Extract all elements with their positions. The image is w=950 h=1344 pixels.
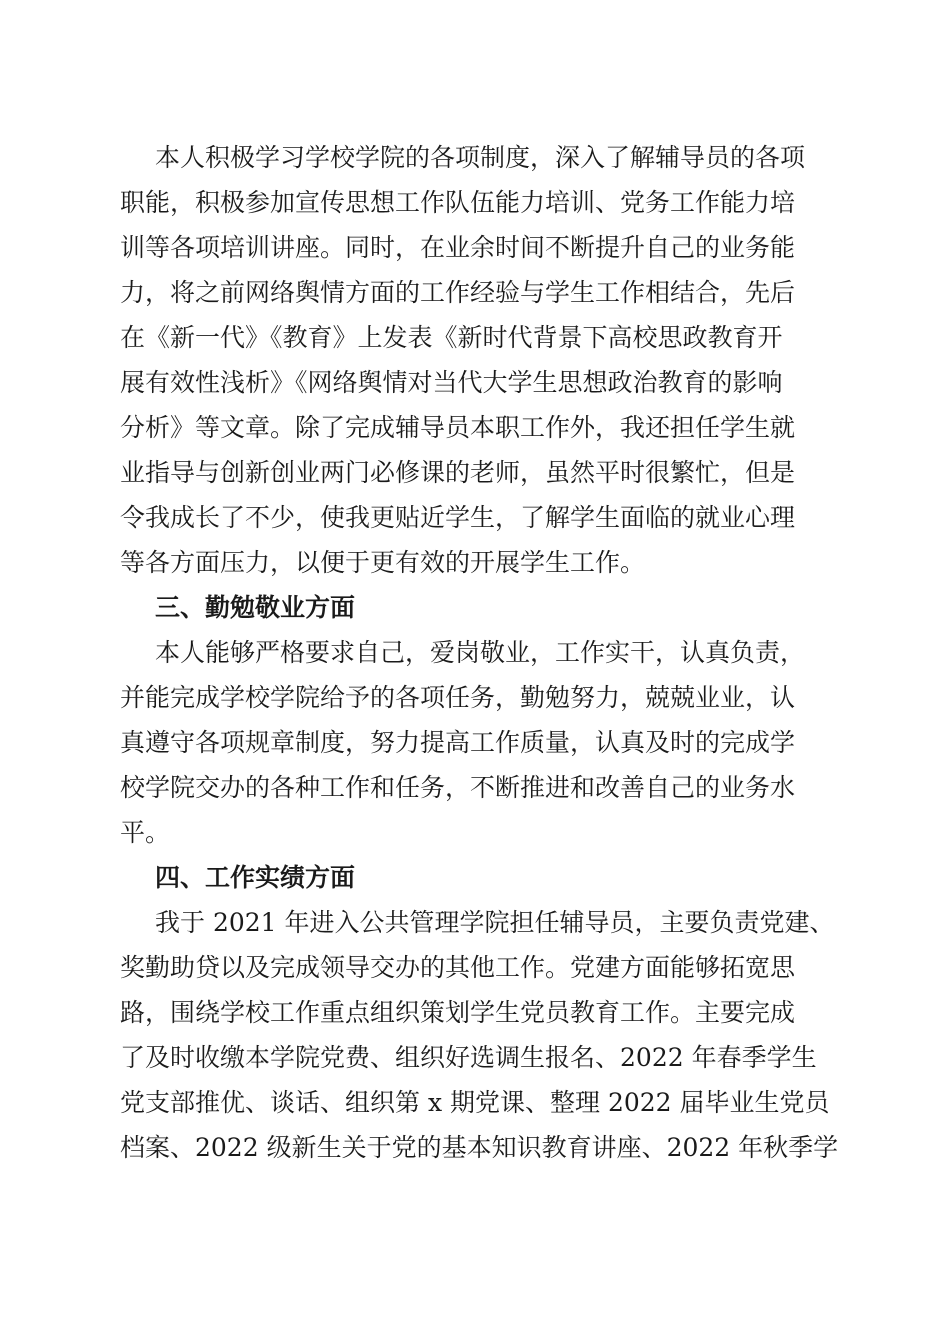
paragraph-line: 本人能够严格要求自己，爱岗敬业，工作实干，认真负责， — [155, 638, 806, 667]
paragraph-line: 分析》等文章。除了完成辅导员本职工作外，我还担任学生就 — [120, 413, 796, 442]
paragraph-line: 我于 2021 年进入公共管理学院担任辅导员，主要负责党建、 — [155, 908, 835, 937]
paragraph-line: 真遵守各项规章制度，努力提高工作质量，认真及时的完成学 — [120, 728, 796, 757]
paragraph-line: 业指导与创新创业两门必修课的老师，虽然平时很繁忙，但是 — [120, 458, 796, 487]
paragraph-line: 在《新一代》《教育》上发表《新时代背景下高校思政教育开 — [120, 323, 783, 352]
paragraph-line: 路，围绕学校工作重点组织策划学生党员教育工作。主要完成 — [120, 998, 796, 1027]
paragraph-line: 训等各项培训讲座。同时，在业余时间不断提升自己的业务能 — [120, 233, 796, 262]
paragraph-line: 了及时收缴本学院党费、组织好选调生报名、2022 年春季学生 — [120, 1043, 817, 1072]
paragraph-line: 职能，积极参加宣传思想工作队伍能力培训、党务工作能力培 — [120, 188, 796, 217]
paragraph-line: 档案、2022 级新生关于党的基本知识教育讲座、2022 年秋季学 — [120, 1133, 839, 1162]
paragraph-line: 平。 — [120, 818, 171, 847]
paragraph-line: 力，将之前网络舆情方面的工作经验与学生工作相结合，先后 — [120, 278, 796, 307]
paragraph-line: 奖勤助贷以及完成领导交办的其他工作。党建方面能够拓宽思 — [120, 953, 796, 982]
paragraph-line: 校学院交办的各种工作和任务，不断推进和改善自己的业务水 — [120, 773, 796, 802]
paragraph-line: 并能完成学校学院给予的各项任务，勤勉努力，兢兢业业，认 — [120, 683, 796, 712]
section-heading: 四、工作实绩方面 — [155, 863, 356, 892]
section-heading: 三、勤勉敬业方面 — [155, 593, 356, 622]
paragraph-line: 本人积极学习学校学院的各项制度，深入了解辅导员的各项 — [155, 143, 806, 172]
paragraph-line: 展有效性浅析》《网络舆情对当代大学生思想政治教育的影响 — [120, 368, 783, 397]
paragraph-line: 党支部推优、谈话、组织第 x 期党课、整理 2022 届毕业生党员 — [120, 1088, 830, 1117]
paragraph-line: 等各方面压力，以便于更有效的开展学生工作。 — [120, 548, 646, 577]
paragraph-line: 令我成长了不少，使我更贴近学生，了解学生面临的就业心理 — [120, 503, 796, 532]
